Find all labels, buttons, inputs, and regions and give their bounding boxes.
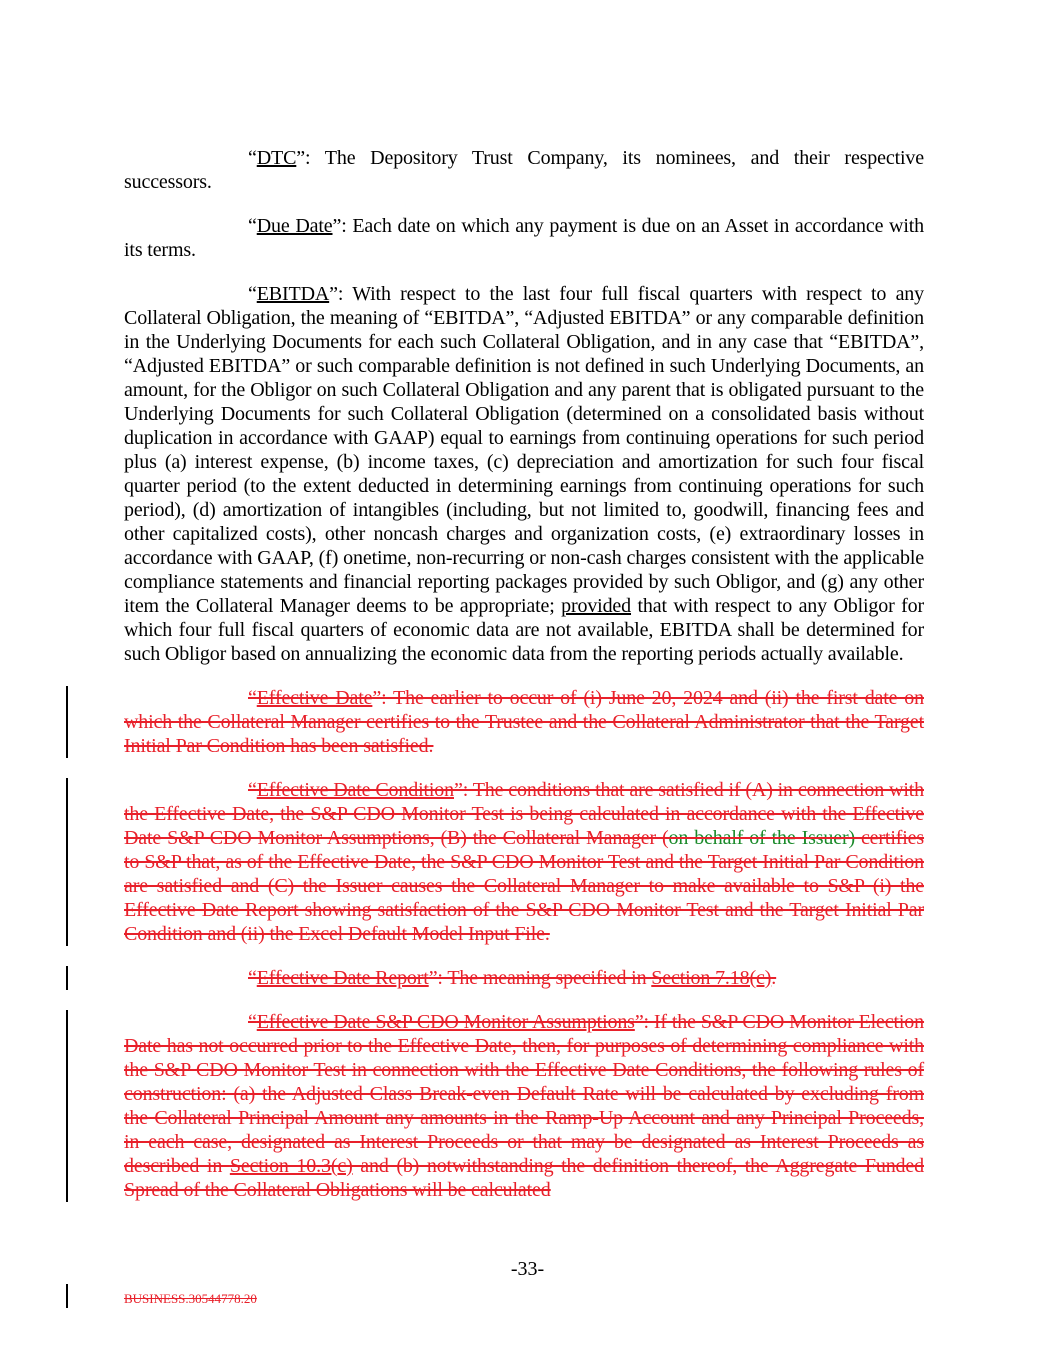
defined-term: Effective Date S&P CDO Monitor Assumptions	[256, 1011, 635, 1033]
defined-term: provided	[561, 595, 632, 617]
change-bar	[66, 966, 68, 990]
defined-term: Effective Date	[256, 687, 373, 709]
definition-effective-date-condition	[124, 778, 924, 946]
text-segment: “	[248, 779, 257, 801]
text-segment: “	[248, 967, 257, 989]
defined-term: Section 7.18(c)	[651, 967, 772, 989]
text-segment: certifies to S&P that, as of the Effective Date, the S&P CDO Monitor Test and the Target Initial Par Condition are satisfied and (C) the Issuer causes the Collateral Manager to make available to S&P (i) the Effective Date Report showing satisfaction of the S&P CDO Monitor Test and the Target Initial Par Condition and (ii) the Excel Default Model Input File.	[124, 827, 925, 945]
definition-effective-date	[124, 686, 924, 758]
definition-due-date	[124, 214, 924, 262]
text-segment: ”: The meaning specified in	[428, 967, 652, 989]
definition-dtc	[124, 146, 924, 194]
text-segment: “	[248, 283, 257, 305]
text-segment: ”: The conditions that are satisfied if (A) in connection with the Effective Date, the S&P CDO Monitor Test is being calculated in accordance with the Effective Date S&P CDO Monitor Assumptions, (B) the Collateral Manager (	[124, 779, 924, 849]
text-segment: “	[248, 1011, 257, 1033]
defined-term: Effective Date Report	[256, 967, 429, 989]
page-number: -33-	[510, 1258, 545, 1280]
moved-text: on behalf of the Issuer)	[668, 827, 855, 849]
change-bar	[66, 778, 68, 946]
text-segment: “	[248, 147, 257, 169]
defined-term: Section 10.3(c)	[229, 1155, 353, 1177]
definition-ebitda	[124, 282, 924, 666]
text-segment: ”: With respect to the last four full fiscal quarters with respect to any Collateral Obligation, the meaning of “EBITDA”, “Adjusted EBITDA” or any comparable definition in the Underlying Documents for each such Collateral Obligation, and in any case that “EBITDA”, “Adjusted EBITDA” or such comparable definition is not defined in such Underlying Documents, an amount, for the Obligor on such Collateral Obligation and any parent that is obligated pursuant to the Underlying Documents for such Collateral Obligation (determined on a consolidated basis without duplication in accordance with GAAP) equal to earnings from continuing operations for such period plus (a) interest expense, (b) income taxes, (c) depreciation and amortization for such four fiscal quarter period (to the extent deducted in determining earnings from continuing operations for such period), (d) amortization of intangibles (including, but not limited to, goodwill, financing fees and other capitalized costs), other noncash charges and organization costs, (e) extraordinary losses in accordance with GAAP, (f) onetime, non-recurring or non-cash charges consistent with the applicable compliance statements and financial reporting packages provided by such Obligor, and (g) any other item the Collateral Manager deems to be appropriate;	[124, 283, 924, 617]
definition-effective-date-sp-cdo-monitor-assumptions	[124, 1010, 924, 1202]
defined-term: Due Date	[256, 215, 333, 237]
text-segment: ”: Each date on which any payment is due on an Asset in accordance with its terms.	[124, 215, 925, 261]
text-segment: that with respect to any Obligor for which four full fiscal quarters of economic data are not available, EBITDA shall be determined for such Obligor based on annualizing the economic data from the reporting periods actually available.	[124, 595, 924, 665]
document-id-footer: BUSINESS.30544778.20	[124, 1291, 257, 1306]
text-segment: ”: The earlier to occur of (i) June 20, 2024 and (ii) the first date on which the Collateral Manager certifies to the Trustee and the Collateral Administrator that the Target Initial Par Condition has been satisfied.	[124, 687, 924, 757]
change-bar	[66, 686, 68, 758]
text-segment: “	[248, 687, 257, 709]
text-segment: ”: The Depository Trust Company, its nominees, and their respective successors.	[124, 147, 924, 193]
defined-term: EBITDA	[256, 283, 330, 305]
text-segment: ”: If the S&P CDO Monitor Election Date has not occurred prior to the Effective Date, then, for purposes of determining compliance with the S&P CDO Monitor Test in connection with the Effective Date Conditions, the following rules of construction: (a) the Adjusted Class Break-even Default Rate will be calculated by excluding from the Collateral Principal Amount any amounts in the Ramp-Up Account and any Principal Proceeds, in each case, designated as Interest Proceeds or that may be designated as Interest Proceeds as described in	[124, 1011, 925, 1177]
text-segment: “	[248, 215, 257, 237]
change-bar	[66, 1284, 68, 1308]
defined-term: DTC	[256, 147, 297, 169]
document-body	[124, 146, 924, 1222]
definition-effective-date-report	[124, 966, 924, 990]
text-segment: .	[771, 967, 777, 989]
defined-term: Effective Date Condition	[256, 779, 454, 801]
change-bar	[66, 1010, 68, 1202]
text-segment: and (b) notwithstanding the definition thereof, the Aggregate Funded Spread of the Collateral Obligations will be calculated	[124, 1155, 924, 1201]
